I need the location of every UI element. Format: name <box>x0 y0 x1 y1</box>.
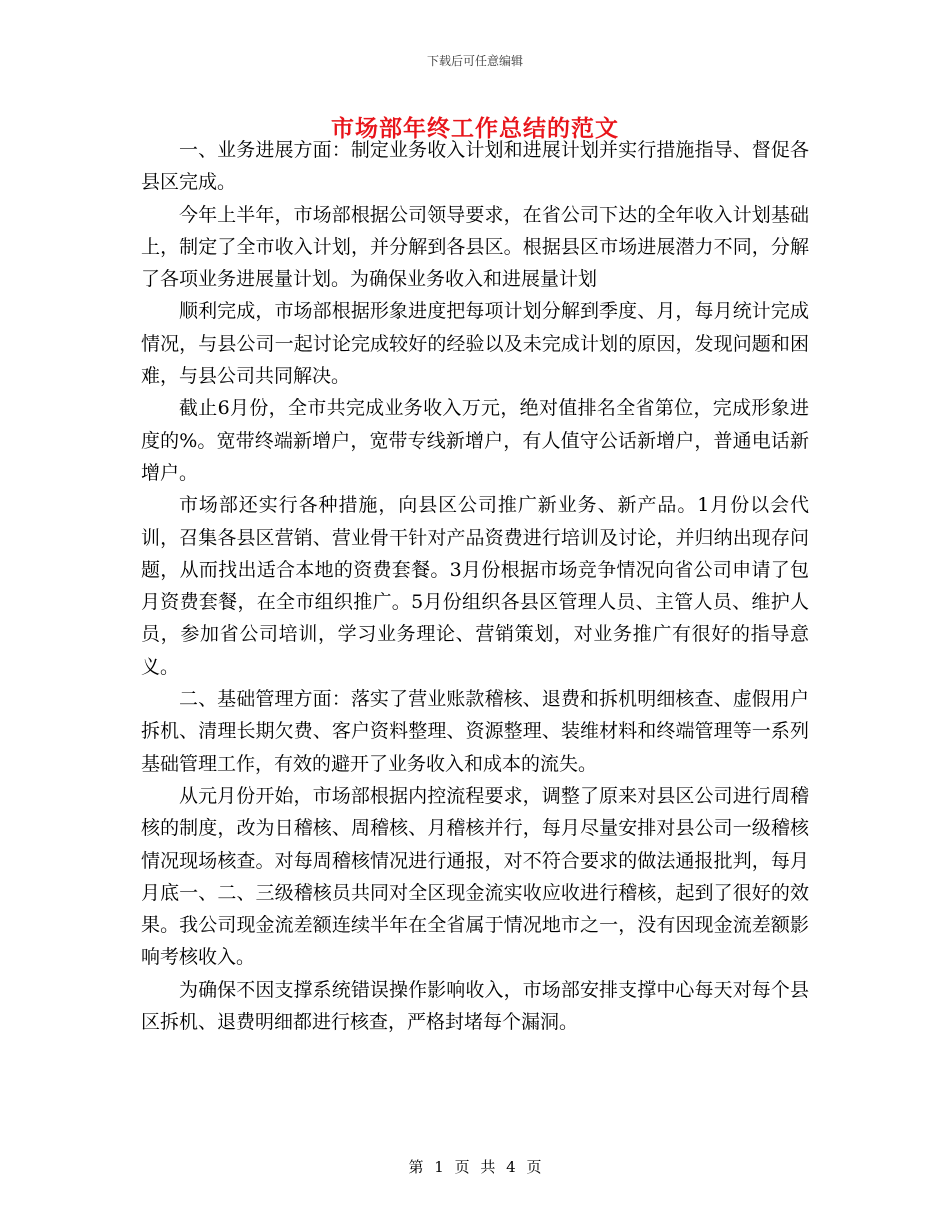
paragraph: 二、基础管理方面：落实了营业账款稽核、退费和拆机明细核查、虚假用户拆机、清理长期欠费、客户资料整理、资源整理、装维材料和终端管理等一系列基础管理工作，有效的避开了业务收入和成本的流失。 <box>141 688 809 775</box>
page-number: 第 1 页 共 4 页 <box>408 1158 542 1176</box>
paragraph: 为确保不因支撑系统错误操作影响收入，市场部安排支撑中心每天对每个县区拆机、退费明细都进行核查，严格封堵每个漏洞。 <box>141 978 809 1034</box>
paragraph: 今年上半年，市场部根据公司领导要求，在省公司下达的全年收入计划基础上，制定了全市收入计划，并分解到各县区。根据县区市场进展潜力不同，分解了各项业务进展量计划。为确保业务收入和进展量计划 <box>141 203 809 291</box>
paragraph: 截止6月份，全市共完成业务收入万元，绝对值排名全省第位，完成形象进度的%。宽带终端新增户，宽带专线新增户，有人值守公话新增户，普通电话新增户。 <box>141 397 809 484</box>
header-note: 下载后可任意编辑 <box>426 54 523 68</box>
paragraph: 一、业务进展方面：制定业务收入计划和进展计划并实行措施指导、督促各县区完成。 <box>141 139 809 194</box>
paragraph: 从元月份开始，市场部根据内控流程要求，调整了原来对县区公司进行周稽核的制度，改为日稽核、周稽核、月稽核并行，每月尽量安排对县公司一级稽核情况现场核查。对每周稽核情况进行通报，对不符合要求的做法通报批判，每月月底一、二、三级稽核员共同对全区现金流实收应收进行稽核，起到了很好的效果。我公司现金流差额连续半年在全省属于情况地市之一，没有因现金流差额影响考核收入。 <box>141 784 809 969</box>
paragraph: 市场部还实行各种措施，向县区公司推广新业务、新产品。1月份以会代训，召集各县区营销、营业骨干针对产品资费进行培训及讨论，并归纳出现存问题，从而找出适合本地的资费套餐。3月份根据市场竞争情况向省公司申请了包月资费套餐，在全市组织推广。5月份组织各县区管理人员、主管人员、维护人员，参加省公司培训，学习业务理论、营销策划，对业务推广有很好的指导意义。 <box>141 494 809 678</box>
document-title: 市场部年终工作总结的范文 <box>331 115 619 142</box>
paragraph: 顺利完成，市场部根据形象进度把每项计划分解到季度、月，每月统计完成情况，与县公司一起讨论完成较好的经验以及未完成计划的原因，发现问题和困难，与县公司共同解决。 <box>141 300 809 388</box>
document-body <box>141 134 809 1038</box>
